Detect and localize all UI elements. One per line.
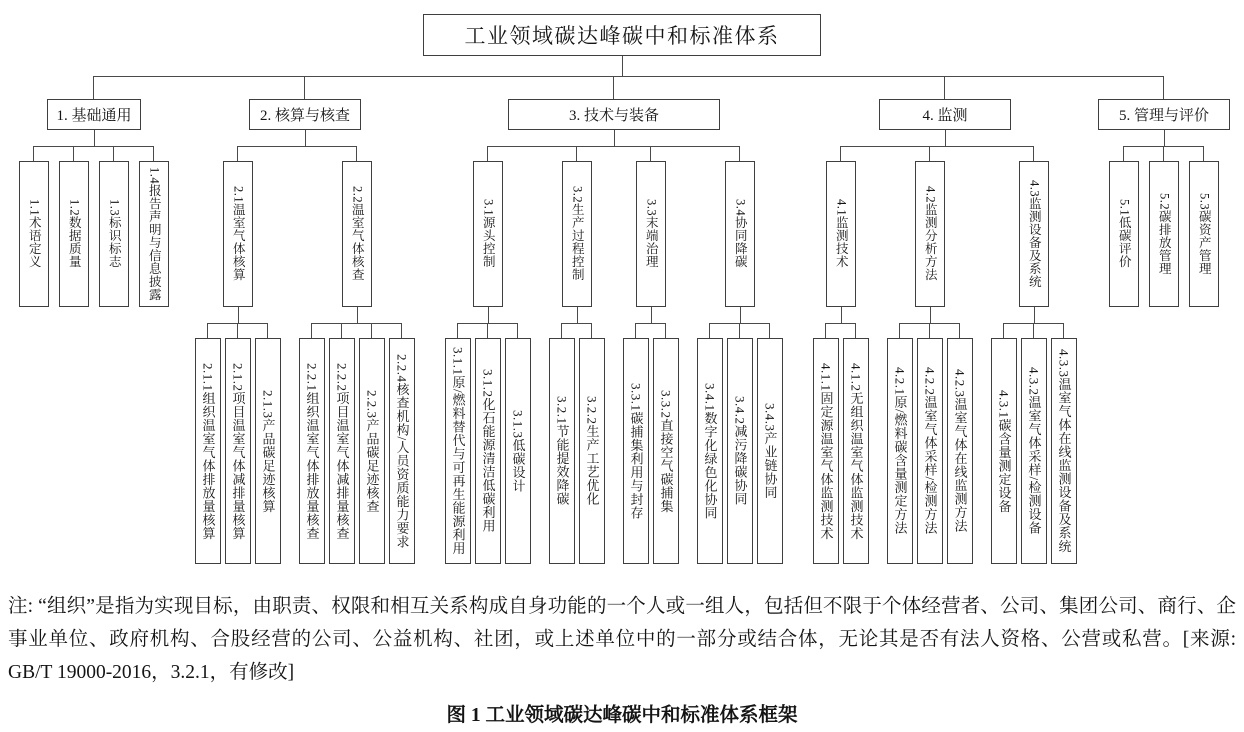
connector xyxy=(238,307,239,323)
leaf-label: 2.1.3产品碳足迹核算 xyxy=(260,389,276,513)
leaf-2-2-2 xyxy=(327,323,357,564)
category-box-2: 2. 核算与核查 xyxy=(249,99,361,130)
leaf-box-3-4-1 xyxy=(697,338,723,564)
leaf-4-1-1 xyxy=(811,323,841,564)
leaf-box-3-1-2 xyxy=(475,338,501,564)
leaf-label: 5.2碳排放管理 xyxy=(1157,192,1172,276)
node-label: 3.2生产过程控制 xyxy=(570,186,585,282)
node-box-3-4 xyxy=(725,161,755,307)
node-3-4-children xyxy=(695,323,785,564)
leaf-box-2-2-3 xyxy=(359,338,385,564)
leaf-box-1-2 xyxy=(59,161,89,307)
node-box-3-1 xyxy=(473,161,503,307)
leaf-label: 3.4.2减污降碳协同 xyxy=(732,396,748,506)
leaf-label: 4.1.1固定源温室气体监测技术 xyxy=(818,362,834,540)
branch-3-children xyxy=(436,146,792,564)
leaf-label: 1.2数据质量 xyxy=(67,199,82,269)
branch-2-children xyxy=(186,146,424,564)
leaf-3-3-1 xyxy=(621,323,651,564)
node-box-3-2 xyxy=(562,161,592,307)
leaf-2-2-3 xyxy=(357,323,387,564)
branch-row xyxy=(8,76,1236,564)
node-4-2 xyxy=(878,146,982,564)
leaf-4-1-2 xyxy=(841,323,871,564)
node-2-1 xyxy=(186,146,290,564)
leaf-box-2-1-3 xyxy=(255,338,281,564)
leaf-box-2-1-2 xyxy=(225,338,251,564)
leaf-box-1-3 xyxy=(99,161,129,307)
leaf-2-1-1 xyxy=(193,323,223,564)
leaf-label: 2.2.1组织温室气体排放量核查 xyxy=(304,362,320,540)
leaf-label: 3.2.1节能提效降碳 xyxy=(554,396,570,506)
leaf-2-1-2 xyxy=(223,323,253,564)
leaf-label: 1.4报告声明与信息披露 xyxy=(147,166,162,302)
branch-5-children xyxy=(1104,146,1224,307)
node-label: 3.3末端治理 xyxy=(644,199,659,269)
leaf-3-2-1 xyxy=(547,323,577,564)
leaf-3-1-2 xyxy=(473,323,503,564)
node-box-2-1 xyxy=(223,161,253,307)
leaf-3-4-2 xyxy=(725,323,755,564)
category-box-1: 1. 基础通用 xyxy=(47,99,140,130)
node-3-1 xyxy=(436,146,540,564)
leaf-4-2-1 xyxy=(885,323,915,564)
leaf-box-3-4-3 xyxy=(757,338,783,564)
connector xyxy=(1164,130,1165,146)
node-4-1 xyxy=(804,146,878,564)
leaf-1-1 xyxy=(14,146,54,307)
leaf-4-3-3 xyxy=(1049,323,1079,564)
node-4-1-children xyxy=(811,323,871,564)
node-box-4-1 xyxy=(826,161,856,307)
leaf-label: 4.2.2温室气体采样/检测方法 xyxy=(922,367,938,535)
leaf-label: 1.1术语定义 xyxy=(27,199,42,269)
leaf-5-3 xyxy=(1184,146,1224,307)
category-box-3: 3. 技术与装备 xyxy=(508,99,720,130)
leaf-2-2-1 xyxy=(297,323,327,564)
leaf-box-5-3 xyxy=(1189,161,1219,307)
branch-5-management xyxy=(1092,76,1236,307)
leaf-label: 4.2.3温室气体在线监测方法 xyxy=(952,369,968,533)
leaf-1-4 xyxy=(134,146,174,307)
category-box-5: 5. 管理与评价 xyxy=(1098,99,1230,130)
connector xyxy=(614,130,615,146)
leaf-label: 5.3碳资产管理 xyxy=(1197,192,1212,276)
branch-1-children xyxy=(14,146,174,307)
leaf-box-4-3-2 xyxy=(1021,338,1047,564)
leaf-3-1-3 xyxy=(503,323,533,564)
node-2-1-children xyxy=(193,323,283,564)
leaf-2-1-3 xyxy=(253,323,283,564)
leaf-box-3-1-3 xyxy=(505,338,531,564)
leaf-box-3-2-1 xyxy=(549,338,575,564)
leaf-label: 3.3.1碳捕集利用与封存 xyxy=(628,382,644,520)
branch-3-technology xyxy=(430,76,798,564)
leaf-label: 2.2.2项目温室气体减排量核查 xyxy=(334,362,350,540)
node-2-2-children xyxy=(297,323,417,564)
leaf-box-3-4-2 xyxy=(727,338,753,564)
node-label: 4.1监测技术 xyxy=(834,199,849,269)
node-3-2 xyxy=(540,146,614,564)
node-box-4-3 xyxy=(1019,161,1049,307)
leaf-box-5-2 xyxy=(1149,161,1179,307)
leaf-3-4-1 xyxy=(695,323,725,564)
leaf-label: 2.2.3产品碳足迹核查 xyxy=(364,389,380,513)
connector xyxy=(945,130,946,146)
leaf-box-4-1-1 xyxy=(813,338,839,564)
leaf-label: 1.3标识标志 xyxy=(107,199,122,269)
connector xyxy=(841,307,842,323)
leaf-5-1 xyxy=(1104,146,1144,307)
leaf-5-2 xyxy=(1144,146,1184,307)
leaf-box-3-1-1 xyxy=(445,338,471,564)
leaf-box-3-2-2 xyxy=(579,338,605,564)
root-box: 工业领域碳达峰碳中和标准体系 xyxy=(423,14,821,56)
node-label: 2.1温室气体核算 xyxy=(231,186,246,282)
branch-4-monitoring xyxy=(798,76,1092,564)
connector xyxy=(740,307,741,323)
leaf-2-2-4 xyxy=(387,323,417,564)
leaf-box-4-3-1 xyxy=(991,338,1017,564)
connector-root-stub xyxy=(622,56,623,76)
leaf-box-4-2-1 xyxy=(887,338,913,564)
connector xyxy=(94,130,95,146)
leaf-4-3-1 xyxy=(989,323,1019,564)
leaf-label: 2.1.2项目温室气体减排量核算 xyxy=(230,362,246,540)
leaf-box-4-1-2 xyxy=(843,338,869,564)
node-box-3-3 xyxy=(636,161,666,307)
leaf-label: 3.1.3低碳设计 xyxy=(510,409,526,493)
node-4-2-children xyxy=(885,323,975,564)
node-label: 4.3监测设备及系统 xyxy=(1027,179,1042,289)
node-box-2-2 xyxy=(342,161,372,307)
branch-1-foundation xyxy=(8,76,180,307)
connector xyxy=(357,307,358,323)
leaf-label: 2.1.1组织温室气体排放量核算 xyxy=(200,362,216,540)
connector xyxy=(577,307,578,323)
leaf-label: 4.3.3温室气体在线监测设备及系统 xyxy=(1056,349,1072,553)
leaf-box-1-1 xyxy=(19,161,49,307)
leaf-label: 3.4.1数字化绿色化协同 xyxy=(702,382,718,520)
node-label: 4.2监测分析方法 xyxy=(923,186,938,282)
leaf-3-2-2 xyxy=(577,323,607,564)
leaf-box-4-3-3 xyxy=(1051,338,1077,564)
leaf-box-5-1 xyxy=(1109,161,1139,307)
leaf-1-2 xyxy=(54,146,94,307)
node-3-2-children xyxy=(547,323,607,564)
leaf-label: 3.3.2直接空气碳捕集 xyxy=(658,389,674,513)
leaf-label: 2.2.4核查机构/人员资质能力要求 xyxy=(394,353,410,549)
leaf-box-2-2-1 xyxy=(299,338,325,564)
node-3-3-children xyxy=(621,323,681,564)
leaf-box-3-3-2 xyxy=(653,338,679,564)
category-box-4: 4. 监测 xyxy=(879,99,1011,130)
leaf-label: 4.3.1碳含量测定设备 xyxy=(996,389,1012,513)
leaf-4-2-3 xyxy=(945,323,975,564)
leaf-3-1-1 xyxy=(443,323,473,564)
node-4-3-children xyxy=(989,323,1079,564)
leaf-label: 5.1低碳评价 xyxy=(1117,199,1132,269)
connector xyxy=(651,307,652,323)
node-4-3 xyxy=(982,146,1086,564)
leaf-box-4-2-3 xyxy=(947,338,973,564)
node-label: 2.2温室气体核查 xyxy=(350,186,365,282)
note-text: 注: “组织”是指为实现目标，由职责、权限和相互关系构成自身功能的一个人或一组人，包括但不限于个体经营者、公司、集团公司、商行、企事业单位、政府机构、合股经营的公司、公益机构、社团，或上述单位中的一部分或结合体，无论其是否有法人资格、公营或私营。[来源: GB/T 19000-2016，3.2.1，有修改] xyxy=(8,596,1236,684)
leaf-3-4-3 xyxy=(755,323,785,564)
node-3-3 xyxy=(614,146,688,564)
connector xyxy=(1034,307,1035,323)
leaf-label: 3.4.3产业链协同 xyxy=(762,403,778,499)
leaf-box-2-2-4 xyxy=(389,338,415,564)
leaf-label: 4.1.2无组织温室气体监测技术 xyxy=(848,362,864,540)
leaf-3-3-2 xyxy=(651,323,681,564)
branch-4-children xyxy=(804,146,1086,564)
node-label: 3.1源头控制 xyxy=(481,199,496,269)
branch-2-accounting xyxy=(180,76,430,564)
leaf-box-3-3-1 xyxy=(623,338,649,564)
leaf-label: 4.2.1原/燃料碳含量测定方法 xyxy=(892,367,908,535)
node-3-1-children xyxy=(443,323,533,564)
node-3-4 xyxy=(688,146,792,564)
leaf-box-2-2-2 xyxy=(329,338,355,564)
leaf-label: 3.1.1原/燃料替代与可再生能源利用 xyxy=(450,346,466,556)
leaf-label: 4.3.2温室气体采样/检测设备 xyxy=(1026,367,1042,535)
connector xyxy=(930,307,931,323)
standard-system-org-chart xyxy=(8,14,1236,564)
leaf-label: 3.1.2化石能源清洁低碳利用 xyxy=(480,369,496,533)
connector xyxy=(305,130,306,146)
leaf-label: 3.2.2生产工艺优化 xyxy=(584,396,600,506)
node-box-4-2 xyxy=(915,161,945,307)
node-2-2 xyxy=(290,146,424,564)
node-label: 3.4协同降碳 xyxy=(733,199,748,269)
leaf-box-4-2-2 xyxy=(917,338,943,564)
connector xyxy=(488,307,489,323)
leaf-box-2-1-1 xyxy=(195,338,221,564)
leaf-box-1-4 xyxy=(139,161,169,307)
figure-caption: 图 1 工业领域碳达峰碳中和标准体系框架 xyxy=(446,705,798,727)
leaf-1-3 xyxy=(94,146,134,307)
leaf-4-2-2 xyxy=(915,323,945,564)
leaf-4-3-2 xyxy=(1019,323,1049,564)
